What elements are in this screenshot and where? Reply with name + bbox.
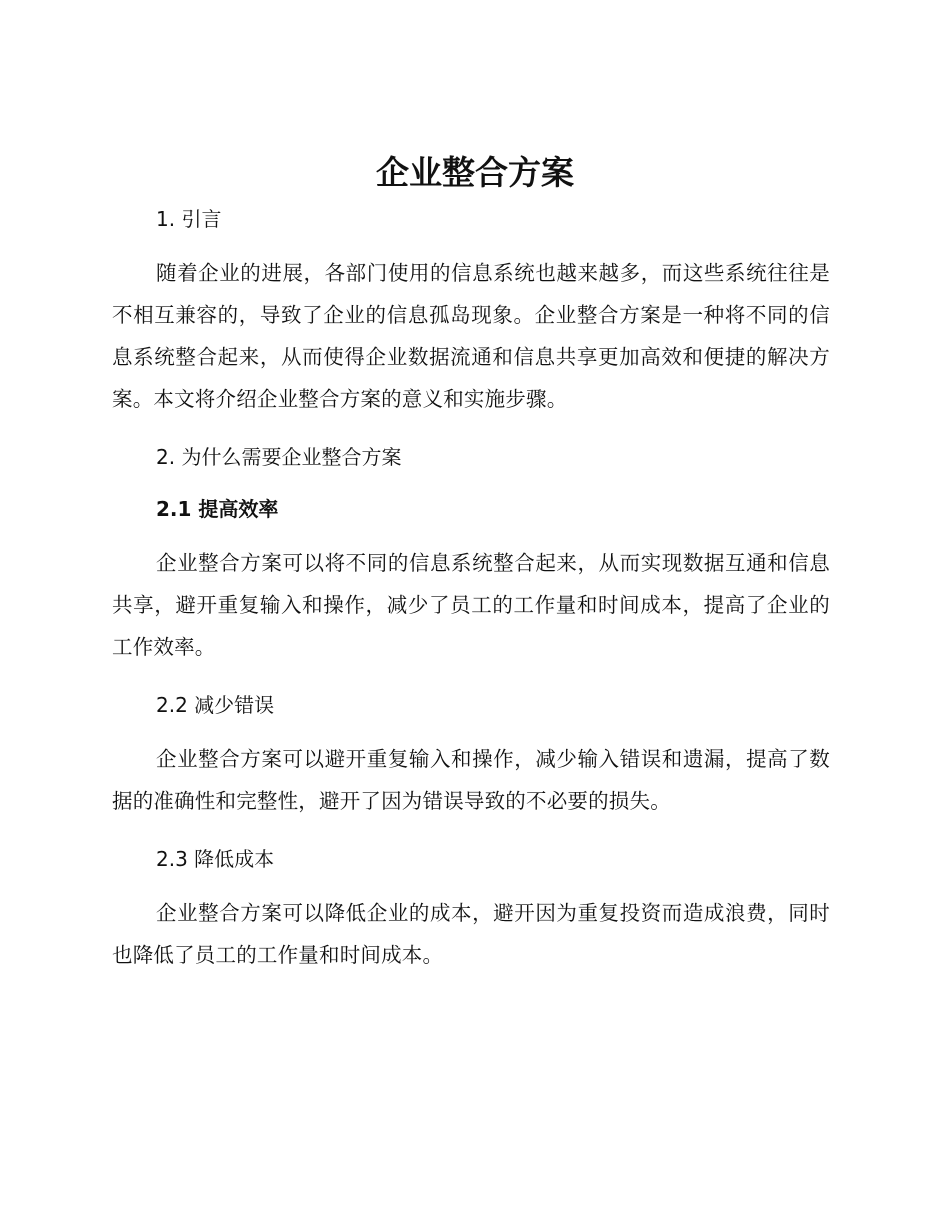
document-body	[112, 200, 830, 976]
section-paragraph-introduction: 随着企业的进展，各部门使用的信息系统也越来越多，而这些系统往往是不相互兼容的，导致了企业的信息孤岛现象。企业整合方案是一种将不同的信息系统整合起来，从而使得企业数据流通和信息共享更加高效和便捷的解决方案。本文将介绍企业整合方案的意义和实施步骤。	[112, 261, 830, 411]
section-paragraph-reduce-errors: 企业整合方案可以避开重复输入和操作，减少输入错误和遗漏，提高了数据的准确性和完整性，避开了因为错误导致的不必要的损失。	[112, 747, 830, 813]
section-heading-lower-costs: 2.3 降低成本	[156, 847, 275, 871]
section-paragraph-lower-costs: 企业整合方案可以降低企业的成本，避开因为重复投资而造成浪费，同时也降低了员工的工作量和时间成本。	[112, 901, 830, 967]
section-heading-why-integration: 2. 为什么需要企业整合方案	[156, 445, 402, 469]
section-paragraph-improve-efficiency: 企业整合方案可以将不同的信息系统整合起来，从而实现数据互通和信息共享，避开重复输入和操作，减少了员工的工作量和时间成本，提高了企业的工作效率。	[112, 551, 830, 659]
section-heading-reduce-errors: 2.2 减少错误	[156, 693, 275, 717]
section-heading-improve-efficiency: 2.1 提高效率	[156, 497, 279, 521]
section-heading-introduction: 1. 引言	[156, 207, 222, 231]
document-title: 企业整合方案	[376, 153, 574, 192]
